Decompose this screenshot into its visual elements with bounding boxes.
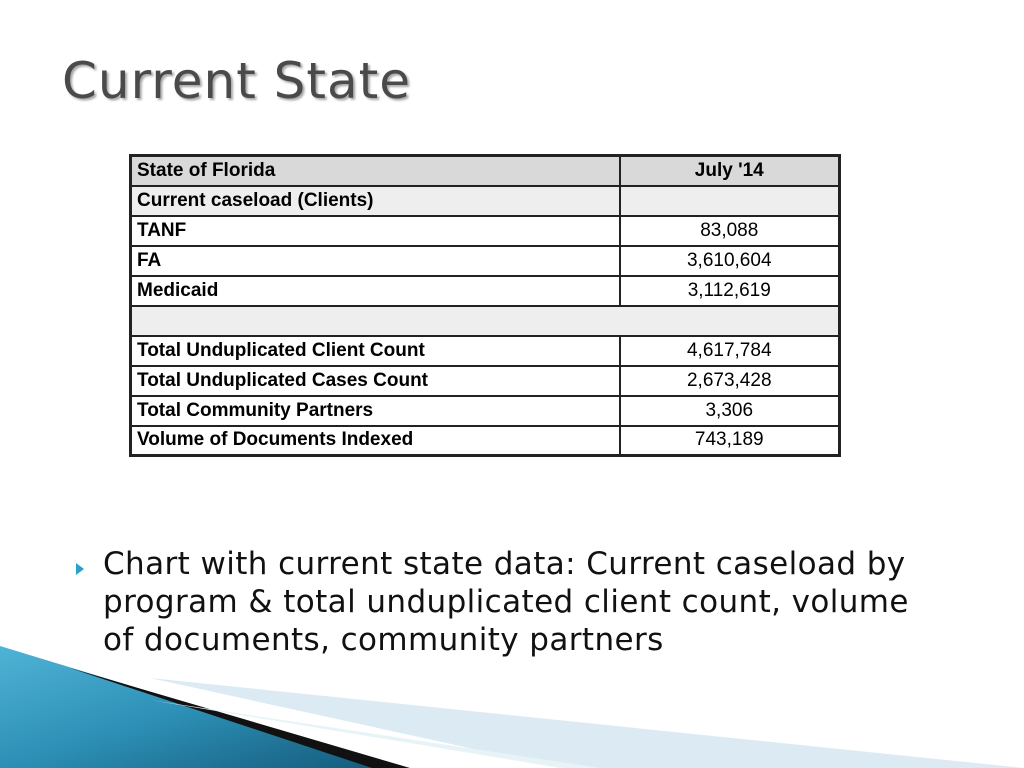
- row-value-fa: 3,610,604: [620, 246, 840, 276]
- row-label-client-count: Total Unduplicated Client Count: [131, 336, 620, 366]
- row-label-tanf: TANF: [131, 216, 620, 246]
- row-value-cases-count: 2,673,428: [620, 366, 840, 396]
- row-label-fa: FA: [131, 246, 620, 276]
- header-value-cell: July '14: [620, 156, 840, 186]
- header-label-cell: State of Florida: [131, 156, 620, 186]
- slide-title: Current State: [62, 52, 412, 110]
- bullet-text: Chart with current state data: Current caseload by program & total unduplicated client count, volume of documents, community partners: [103, 546, 909, 658]
- row-value-tanf: 83,088: [620, 216, 840, 246]
- row-value-community-partners: 3,306: [620, 396, 840, 426]
- section-label-cell: Current caseload (Clients): [131, 186, 620, 216]
- row-value-medicaid: 3,112,619: [620, 276, 840, 306]
- row-value-documents-indexed: 743,189: [620, 426, 840, 456]
- row-label-community-partners: Total Community Partners: [131, 396, 620, 426]
- row-value-client-count: 4,617,784: [620, 336, 840, 366]
- row-label-documents-indexed: Volume of Documents Indexed: [131, 426, 620, 456]
- row-label-cases-count: Total Unduplicated Cases Count: [131, 366, 620, 396]
- row-label-medicaid: Medicaid: [131, 276, 620, 306]
